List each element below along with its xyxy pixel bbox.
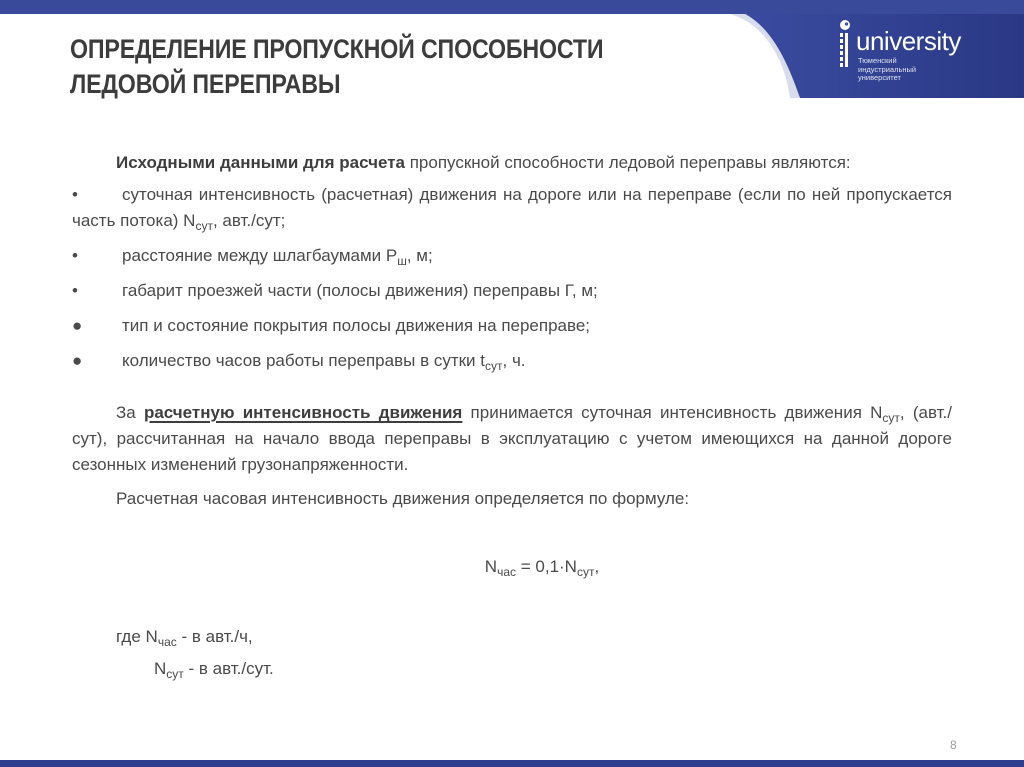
where-tail: - в авт./сут. xyxy=(183,659,274,678)
title-line-1: ОПРЕДЕЛЕНИЕ ПРОПУСКНОЙ СПОСОБНОСТИ xyxy=(70,34,604,64)
logo-sub-line: университет xyxy=(858,73,901,82)
list-item xyxy=(72,348,952,374)
formula-lhs: N xyxy=(484,557,498,576)
where-line-2 xyxy=(72,656,952,682)
where-text: где N xyxy=(116,627,158,646)
list-item-sub: сут xyxy=(195,219,213,233)
logo-subtitle xyxy=(858,57,958,83)
list-item-text: расстояние между шлагбаумами Р xyxy=(122,246,398,265)
design-intensity-paragraph xyxy=(72,400,952,478)
list-item xyxy=(72,182,952,234)
design-sub: сут xyxy=(882,411,900,425)
university-logo xyxy=(836,20,966,90)
list-item-text: тип и состояние покрытия полосы движения на переправе; xyxy=(122,316,591,335)
logo-sub-line: Тюменский xyxy=(858,56,897,65)
formula-rhs-sub: сут xyxy=(576,565,595,579)
design-tail: , (авт./сут), рассчитанная на начало ввода переправы в эксплуатацию с учетом имеющихся на данной дороге сезонных изменений грузонапряженности. xyxy=(72,403,952,474)
hourly-intro: Расчетная часовая интенсивность движения определяется по формуле: xyxy=(116,489,690,508)
title-line-2: ЛЕДОВОЙ ПЕРЕПРАВЫ xyxy=(70,69,341,99)
formula-middle: = 0,1·N xyxy=(516,557,577,576)
formula-tail: , xyxy=(594,557,600,576)
design-bold: расчетную интенсивность движения xyxy=(143,403,463,422)
list-item-tail: , м; xyxy=(406,246,433,265)
university-logo-icon xyxy=(836,20,852,80)
where-sub: сут xyxy=(166,667,184,681)
intro-bold: Исходными данными для расчета xyxy=(116,153,405,172)
bullet-icon: • xyxy=(72,281,78,300)
bullet-icon: • xyxy=(72,185,78,204)
list-item xyxy=(72,278,952,304)
bullet-icon: ● xyxy=(72,316,83,335)
list-item-text: суточная интенсивность (расчетная) движения на дороге или на переправе (если по ней пропускается часть потока) N xyxy=(72,185,952,230)
formula-lhs-sub: час xyxy=(497,565,517,579)
where-tail: - в авт./ч, xyxy=(176,627,253,646)
intro-rest: пропускной способности ледовой переправы являются: xyxy=(404,153,851,172)
logo-wordmark: university xyxy=(856,26,961,56)
slide-body xyxy=(72,150,952,682)
bullet-icon: ● xyxy=(72,351,83,370)
page-number: 8 xyxy=(950,738,957,752)
input-data-list xyxy=(72,182,952,374)
footer-bar xyxy=(0,760,1024,767)
list-item xyxy=(72,313,952,339)
list-item-sub: ш xyxy=(397,254,407,268)
design-lead: За xyxy=(116,403,144,422)
list-item-text: количество часов работы переправы в сутки t xyxy=(122,351,485,370)
logo-sub-line: индустриальный xyxy=(858,64,917,74)
list-item-tail: , ч. xyxy=(502,351,526,370)
list-item-sub: сут xyxy=(485,359,503,373)
slide-title xyxy=(70,32,655,102)
formula xyxy=(72,554,952,580)
list-item xyxy=(72,243,952,269)
list-item-tail: , авт./сут; xyxy=(212,211,286,230)
where-sub: час xyxy=(157,635,177,649)
list-item-text: габарит проезжей части (полосы движения) переправы Г, м; xyxy=(122,281,598,300)
where-line-1 xyxy=(72,624,952,650)
intro-paragraph xyxy=(72,150,952,176)
where-text: N xyxy=(154,659,167,678)
design-mid: принимается суточная интенсивность движения N xyxy=(462,403,883,422)
header-ribbon-top xyxy=(0,0,1024,14)
bullet-icon: • xyxy=(72,246,78,265)
